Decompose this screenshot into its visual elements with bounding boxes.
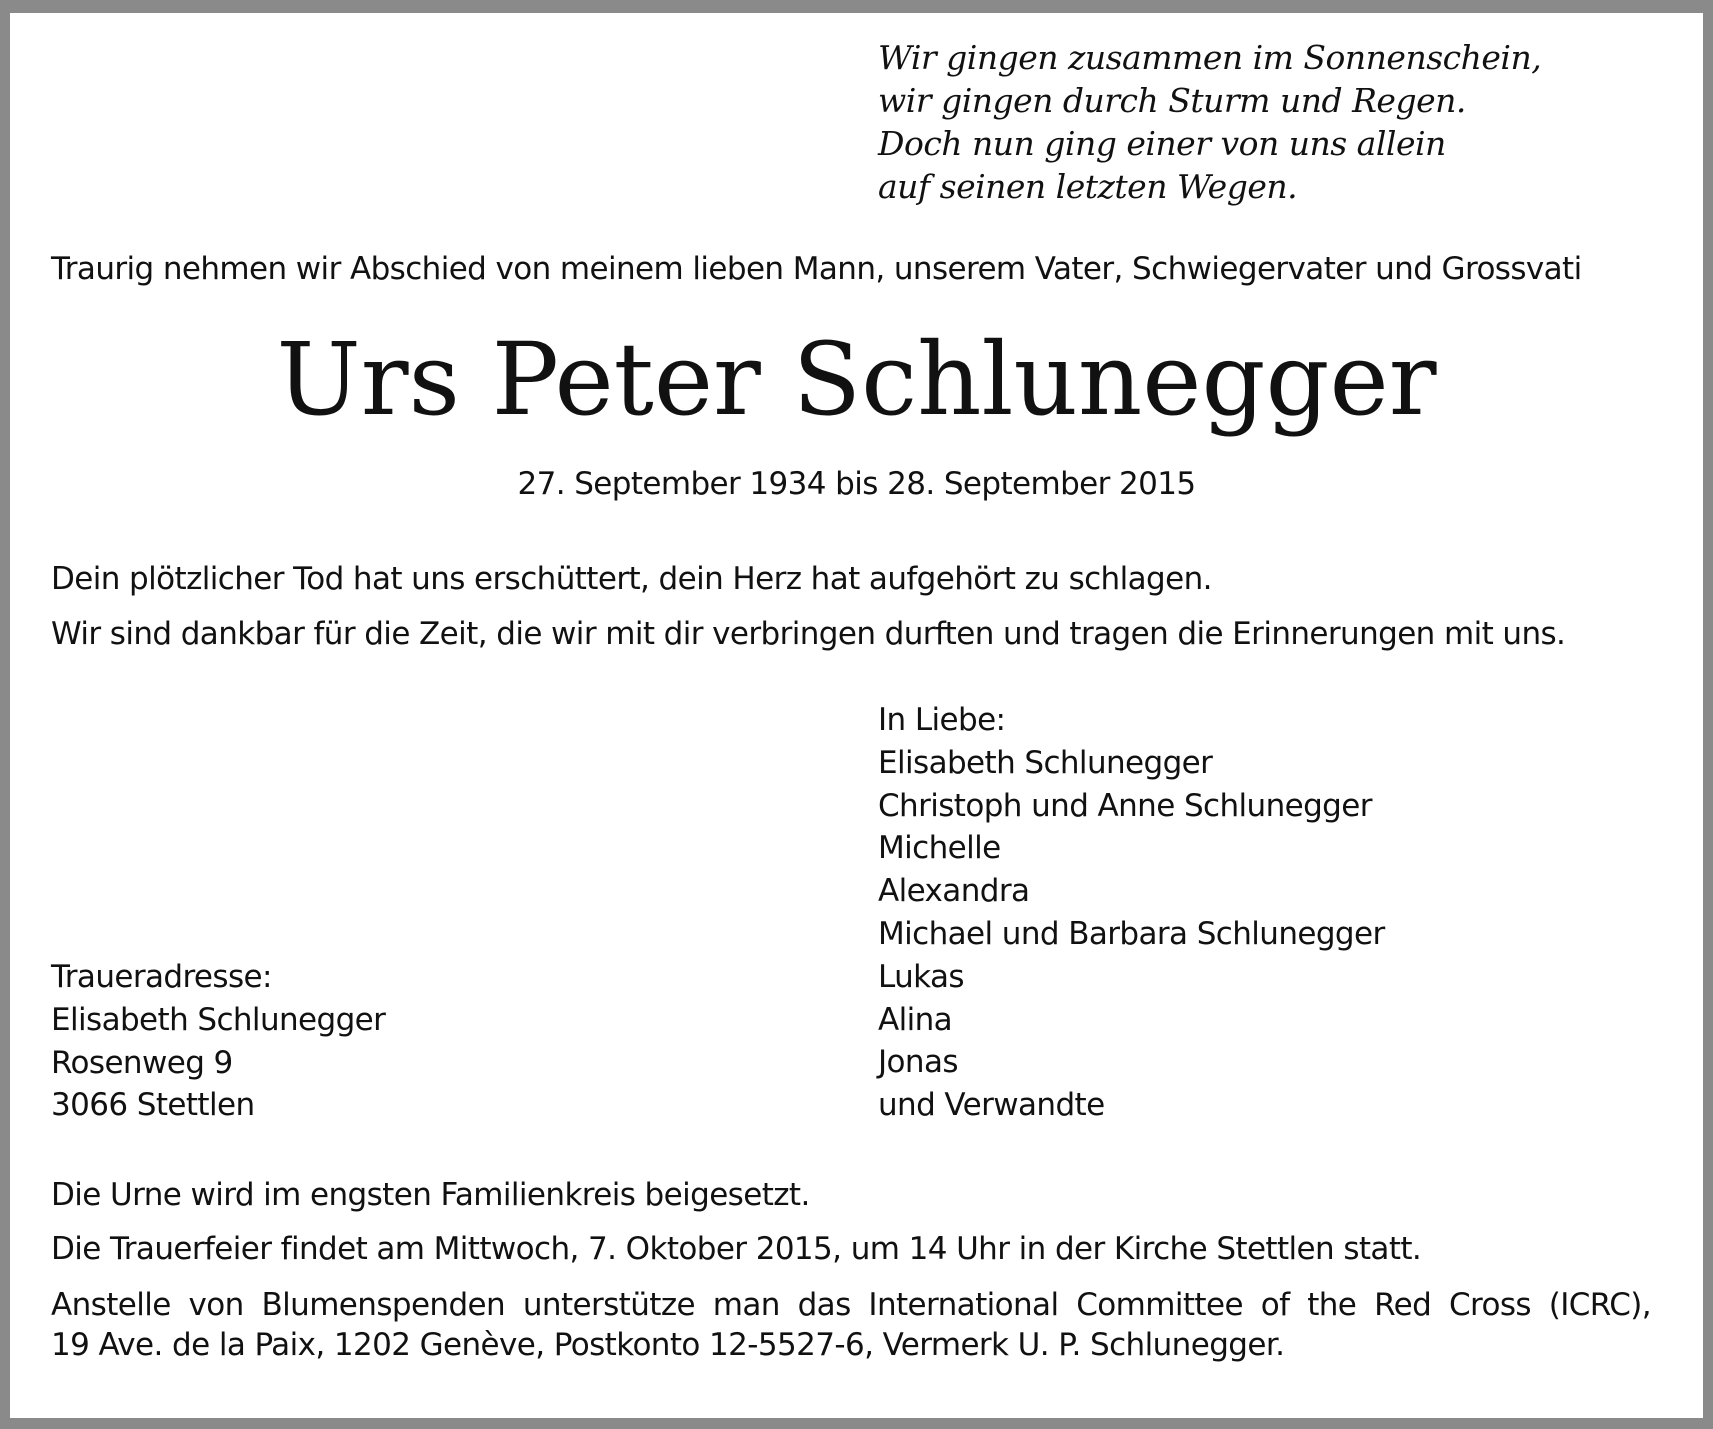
- family-member: Christoph und Anne Schlunegger: [878, 787, 1372, 824]
- poem-line: wir gingen durch Sturm und Regen.: [878, 81, 1466, 120]
- address-name: Elisabeth Schlunegger: [51, 1001, 386, 1038]
- poem-line: Wir gingen zusammen im Sonnenschein,: [878, 38, 1542, 77]
- urn-note: Die Urne wird im engsten Familienkreis beigesetzt.: [51, 1177, 810, 1213]
- family-member: Alexandra: [878, 873, 1030, 910]
- family-member: Alina: [878, 1001, 953, 1038]
- ceremony-note: Die Trauerfeier findet am Mittwoch, 7. Oktober 2015, um 14 Uhr in der Kirche Stettlen statt.: [51, 1231, 1422, 1267]
- family-member: Elisabeth Schlunegger: [878, 744, 1213, 781]
- donation-line: 19 Ave. de la Paix, 1202 Genève, Postkonto 12-5527-6, Vermerk U. P. Schlunegger.: [51, 1327, 1285, 1363]
- family-member: Jonas: [878, 1044, 958, 1081]
- family-heading: In Liebe:: [878, 702, 1006, 738]
- life-dates: 27. September 1934 bis 28. September 2015: [517, 466, 1196, 502]
- family-member: Michelle: [878, 830, 1001, 867]
- deceased-name: Urs Peter Schlunegger: [276, 321, 1437, 438]
- intro-text: Traurig nehmen wir Abschied von meinem lieben Mann, unserem Vater, Schwiegervater und Grossvati: [51, 251, 1582, 287]
- donation-note: [51, 1285, 1651, 1365]
- address-city: 3066 Stettlen: [51, 1087, 255, 1124]
- mourning-address: [51, 956, 385, 1127]
- family-member: Michael und Barbara Schlunegger: [878, 915, 1385, 952]
- message-line: Dein plötzlicher Tod hat uns erschüttert, dein Herz hat aufgehört zu schlagen.: [51, 561, 1212, 597]
- poem: [878, 36, 1541, 208]
- message-line: Wir sind dankbar für die Zeit, die wir mit dir verbringen durften und tragen die Erinnerungen mit uns.: [51, 616, 1566, 652]
- poem-line: Doch nun ging einer von uns allein: [878, 124, 1446, 163]
- family-member: Lukas: [878, 958, 964, 995]
- address-heading: Traueradresse:: [51, 959, 272, 995]
- address-street: Rosenweg 9: [51, 1044, 233, 1081]
- family-member: und Verwandte: [878, 1087, 1105, 1124]
- poem-line: auf seinen letzten Wegen.: [878, 167, 1298, 206]
- family-list: [878, 699, 1385, 1127]
- donation-line: Anstelle von Blumenspenden unterstütze man das International Committee of the Red Cross (ICRC),: [51, 1287, 1651, 1323]
